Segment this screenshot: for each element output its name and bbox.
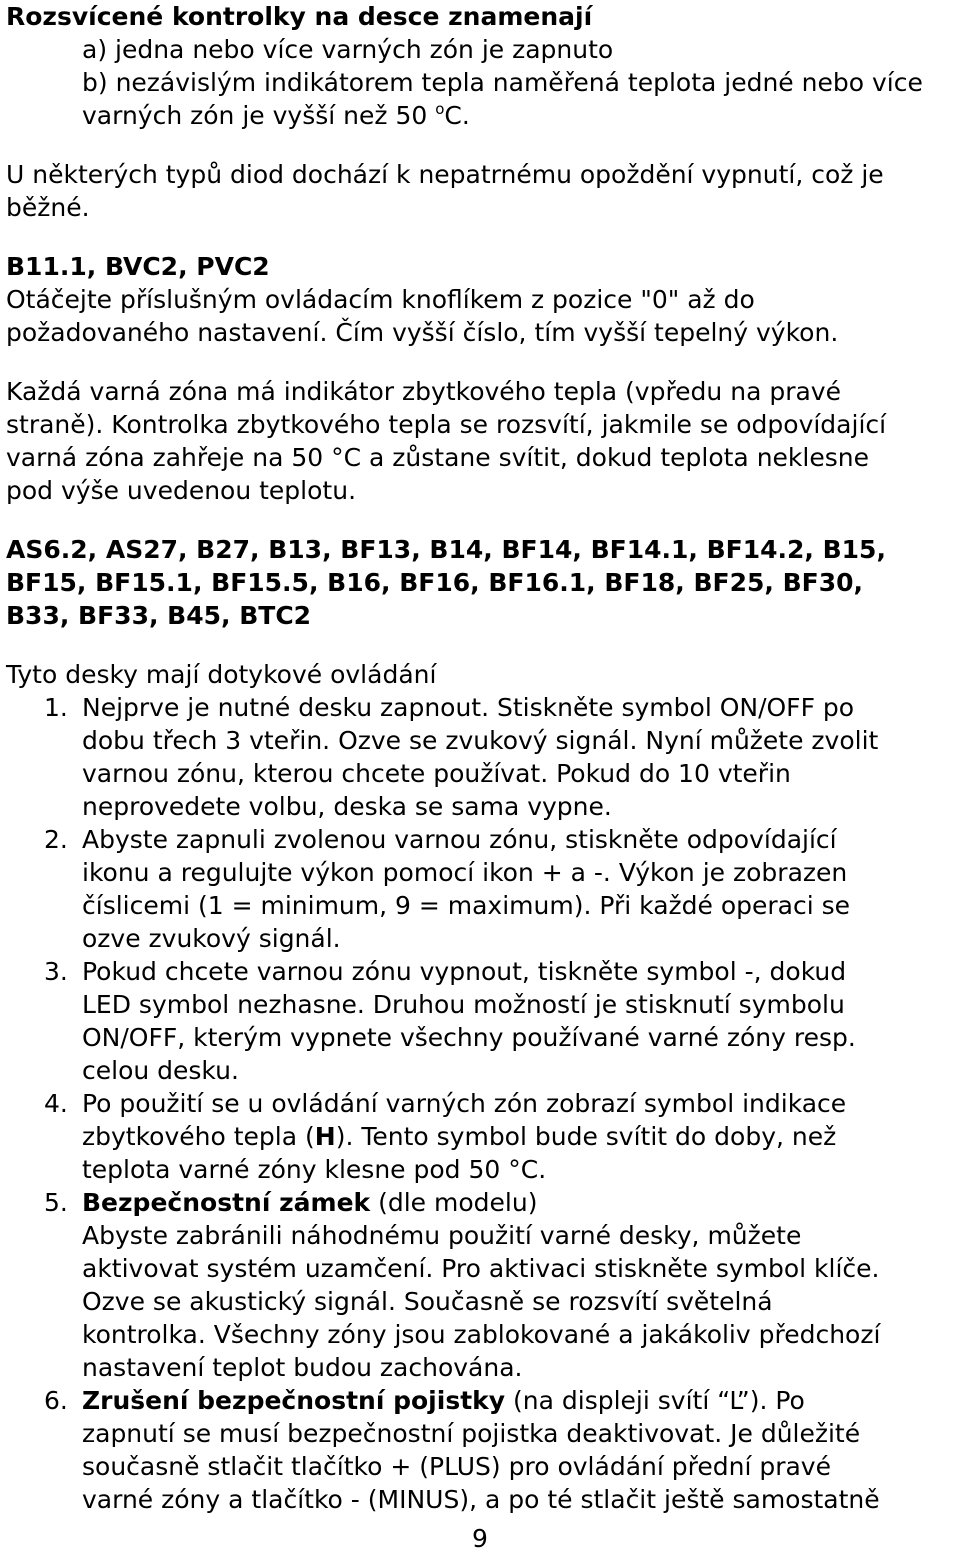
residual-heat-line1: Každá varná zóna má indikátor zbytkového tepla (vpředu na pravé (6, 377, 841, 406)
list-text: aktivovat systém uzamčení. Pro aktivaci stiskněte symbol klíče. (82, 1254, 880, 1283)
list-text: varnou zónu, kterou chcete používat. Pokud do 10 vteřin (82, 759, 791, 788)
list-text: (na displeji svítí “L”). Po (505, 1386, 805, 1415)
list-text: Nejprve je nutné desku zapnout. Stiskněte symbol ON/OFF po (82, 693, 855, 722)
list-text: teplota varné zóny klesne pod 50 °C. (82, 1155, 547, 1184)
list-text: Abyste zabránili náhodnému použití varné desky, můžete (82, 1221, 802, 1250)
list-item-2 (6, 823, 956, 955)
list-number: 3. (44, 957, 68, 986)
list-text: ozve zvukový signál. (82, 924, 341, 953)
list-text: Abyste zapnuli zvolenou varnou zónu, stiskněte odpovídající (82, 825, 837, 854)
list-item-3 (6, 955, 956, 1087)
models-line3: B33, BF33, B45, BTC2 (6, 601, 312, 630)
list-item-4 (6, 1087, 956, 1186)
degree-superscript: o (435, 100, 445, 118)
list-number: 4. (44, 1089, 68, 1118)
list-item-title: Zrušení bezpečnostní pojistky (82, 1386, 506, 1415)
list-text: ON/OFF, kterým vypnete všechny používané varné zóny resp. (82, 1023, 856, 1052)
list-item-5 (6, 1186, 956, 1384)
document-page (6, 0, 956, 1516)
list-number: 6. (44, 1386, 68, 1415)
residual-heat-line2: straně). Kontrolka zbytkového tepla se rozsvítí, jakmile se odpovídající (6, 410, 887, 439)
list-text: současně stlačit tlačítko + (PLUS) pro ovládání přední pravé (82, 1452, 831, 1481)
b11-text-line2: požadovaného nastavení. Čím vyšší číslo, tím vyšší tepelný výkon. (6, 318, 839, 347)
models-line1: AS6.2, AS27, B27, B13, BF13, B14, BF14, BF14.1, BF14.2, B15, (6, 535, 886, 564)
page-number: 9 (472, 1524, 488, 1553)
list-number: 1. (44, 693, 68, 722)
intro-heading: Rozsvícené kontrolky na desce znamenají (6, 2, 593, 31)
list-text: (dle modelu) (370, 1188, 538, 1217)
touch-heading: Tyto desky mají dotykové ovládání (6, 660, 437, 689)
list-text: Ozve se akustický signál. Současně se rozsvítí světelná (82, 1287, 773, 1316)
intro-item-b-text: varných zón je vyšší než 50 (82, 101, 436, 130)
models-line2: BF15, BF15.1, BF15.5, B16, BF16, BF16.1, BF18, BF25, BF30, (6, 568, 864, 597)
list-text: zbytkového tepla ( (82, 1122, 315, 1151)
intro-item-b-line1: b) nezávislým indikátorem tepla naměřená teplota jedné nebo více (82, 68, 923, 97)
list-text: varné zóny a tlačítko - (MINUS), a po té stlačit ještě samostatně (82, 1485, 880, 1514)
list-text: číslicemi (1 = minimum, 9 = maximum). Při každé operaci se (82, 891, 851, 920)
list-number: 2. (44, 825, 68, 854)
intro-item-b-unit: C. (444, 101, 470, 130)
intro-item-a: a) jedna nebo více varných zón je zapnuto (82, 35, 614, 64)
residual-heat-line3: varná zóna zahřeje na 50 °C a zůstane svítit, dokud teplota neklesne (6, 443, 869, 472)
diode-note-line1: U některých typů diod dochází k nepatrnému opoždění vypnutí, což je (6, 160, 884, 189)
list-text: neprovedete volbu, deska se sama vypne. (82, 792, 612, 821)
list-text: kontrolka. Všechny zóny jsou zablokované a jakákoliv předchozí (82, 1320, 881, 1349)
diode-note-line2: běžné. (6, 193, 90, 222)
list-text: LED symbol nezhasne. Druhou možností je stisknutí symbolu (82, 990, 845, 1019)
list-text: Po použití se u ovládání varných zón zobrazí symbol indikace (82, 1089, 847, 1118)
b11-text-line1: Otáčejte příslušným ovládacím knoflíkem z pozice "0" až do (6, 285, 755, 314)
intro-item-b-line2 (6, 99, 956, 132)
list-text: Pokud chcete varnou zónu vypnout, tiskněte symbol -, dokud (82, 957, 847, 986)
list-text: nastavení teplot budou zachována. (82, 1353, 523, 1382)
list-text: celou desku. (82, 1056, 239, 1085)
b11-heading: B11.1, BVC2, PVC2 (6, 252, 270, 281)
list-text: zapnutí se musí bezpečnostní pojistka deaktivovat. Je důležité (82, 1419, 861, 1448)
residual-heat-symbol: H (314, 1122, 336, 1151)
list-text: dobu třech 3 vteřin. Ozve se zvukový signál. Nyní můžete zvolit (82, 726, 879, 755)
list-item-1 (6, 691, 956, 823)
list-number: 5. (44, 1188, 68, 1217)
residual-heat-line4: pod výše uvedenou teplotu. (6, 476, 357, 505)
list-item-title: Bezpečnostní zámek (82, 1188, 371, 1217)
list-text: ikonu a regulujte výkon pomocí ikon + a -. Výkon je zobrazen (82, 858, 848, 887)
list-text: ). Tento symbol bude svítit do doby, než (335, 1122, 837, 1151)
list-item-6 (6, 1384, 956, 1516)
